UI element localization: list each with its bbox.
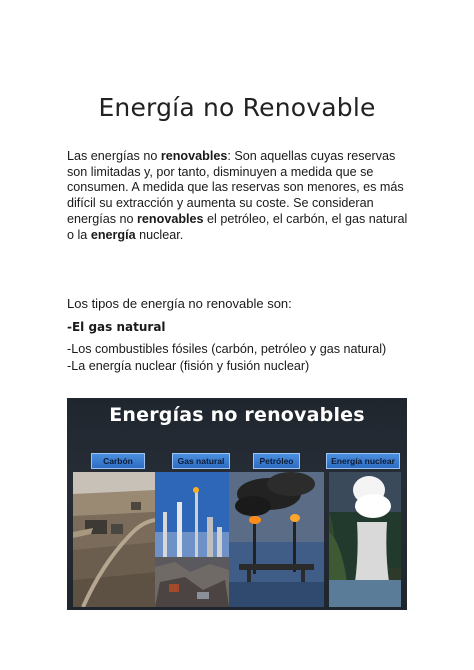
definition-paragraph bbox=[67, 149, 412, 243]
coal-mine-image bbox=[73, 472, 155, 607]
list-intro: Los tipos de energía no renovable son: bbox=[67, 296, 292, 311]
paragraph-bold: renovables bbox=[160, 149, 228, 163]
list-item-nuclear: -La energía nuclear (fisión y fusión nuclear) bbox=[67, 359, 310, 373]
label-nuclear: Energía nuclear bbox=[326, 453, 400, 469]
energy-figure bbox=[67, 398, 407, 610]
label-natural-gas: Gas natural bbox=[172, 453, 230, 469]
paragraph-text: nuclear. bbox=[135, 227, 184, 242]
paragraph-text: Las energías no bbox=[67, 149, 161, 163]
page-title: Energía no Renovable bbox=[98, 93, 376, 122]
oil-platform-image bbox=[229, 472, 324, 607]
paragraph-text: : Son aquellas cuyas reservas son limitadas y, por tanto, disminuyen a medida que se consumen. A medida que las reservas son menores, es más difícil su extracción y aumenta su coste. Se consideran energías no bbox=[67, 149, 404, 226]
nuclear-plant-image bbox=[329, 472, 401, 607]
label-coal: Carbón bbox=[91, 453, 145, 469]
label-oil: Petróleo bbox=[253, 453, 300, 469]
paragraph-bold: renovables bbox=[137, 211, 204, 226]
list-item-gas: -El gas natural bbox=[67, 320, 166, 334]
paragraph-bold: energía bbox=[90, 227, 136, 242]
list-item-fossil: -Los combustibles fósiles (carbón, petróleo y gas natural) bbox=[67, 342, 387, 356]
gas-plant-image bbox=[155, 472, 229, 607]
figure-title: Energías no renovables bbox=[109, 404, 365, 426]
paragraph-text: el petróleo, el carbón, el gas natural o la bbox=[67, 211, 408, 242]
